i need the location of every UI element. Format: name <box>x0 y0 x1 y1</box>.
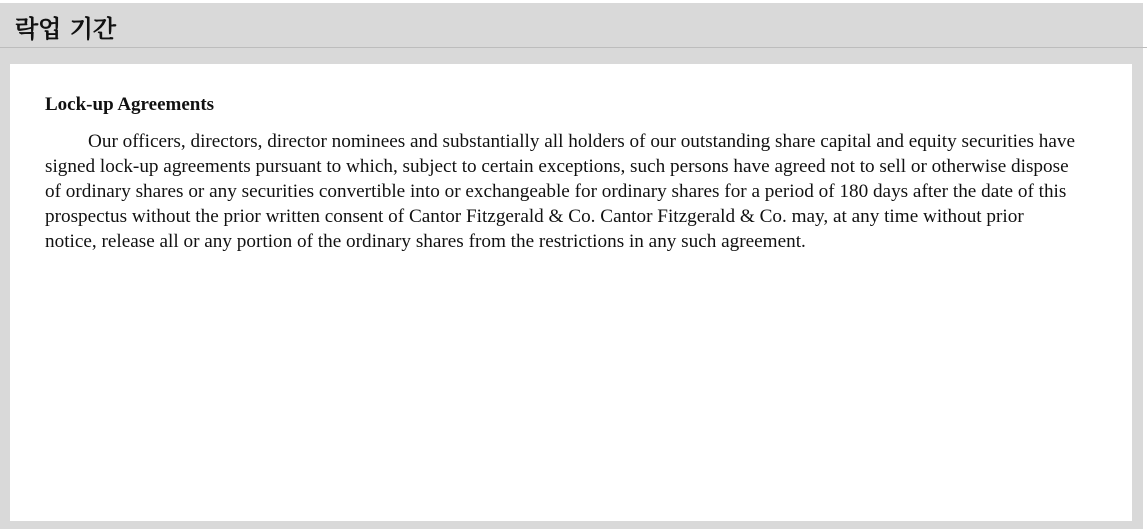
document-body <box>45 93 1075 254</box>
document-panel <box>10 64 1132 521</box>
header-divider <box>0 47 1147 48</box>
card-frame <box>0 3 1143 529</box>
section-paragraph: Our officers, directors, director nominees and substantially all holders of our outstanding share capital and equity securities have signed lock-up agreements pursuant to which, subject to certain exceptions, such persons have agreed not to sell or otherwise dispose of ordinary shares or any securities convertible into or exchangeable for ordinary shares for a period of 180 days after the date of this prospectus without the prior written consent of Cantor Fitzgerald & Co. Cantor Fitzgerald & Co. may, at any time without prior notice, release all or any portion of the ordinary shares from the restrictions in any such agreement. <box>45 131 1075 252</box>
card-title: 락업 기간 <box>15 15 117 43</box>
section-heading: Lock-up Agreements <box>45 94 215 115</box>
